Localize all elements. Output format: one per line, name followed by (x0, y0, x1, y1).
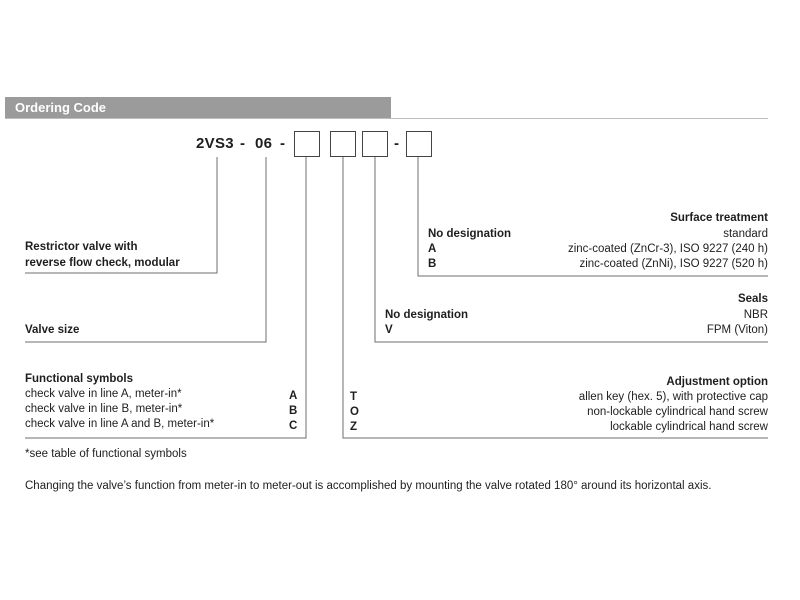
valve-size-label: Valve size (25, 324, 80, 336)
adjustment-desc-0: allen key (hex. 5), with protective cap (578, 391, 768, 403)
functional-title: Functional symbols (25, 373, 133, 385)
code-prefix: 2VS3 (196, 135, 234, 152)
mounting-note: Changing the valve’s function from meter-in to meter-out is accomplished by mounting the valve rotated 180° around its horizontal axis. (25, 480, 712, 492)
restrictor-line-1: Restrictor valve with (25, 241, 138, 253)
footnote: *see table of functional symbols (25, 448, 187, 460)
seals-code-1: V (385, 324, 393, 336)
adjustment-code-2: Z (350, 421, 358, 433)
functional-desc-1: check valve in line B, meter-in* (25, 403, 183, 415)
functional-code-0: A (289, 390, 298, 402)
code-dash-1: - (240, 135, 246, 152)
seals-desc-0: NBR (743, 309, 768, 321)
functional-code-1: B (289, 405, 298, 417)
restrictor-line-2: reverse flow check, modular (25, 257, 180, 269)
code-dash-2: - (280, 135, 286, 152)
seals-desc-1: FPM (Viton) (706, 324, 768, 336)
surface-code-0: No designation (428, 228, 512, 240)
surface-code-2: B (428, 258, 437, 270)
adjustment-desc-1: non-lockable cylindrical hand screw (587, 406, 768, 418)
adjustment-code-0: T (350, 391, 358, 403)
functional-desc-2: check valve in line A and B, meter-in* (25, 418, 215, 430)
functional-desc-0: check valve in line A, meter-in* (25, 388, 182, 400)
functional-code-2: C (289, 420, 298, 432)
adjustment-code-1: O (350, 406, 359, 418)
surface-code-1: A (428, 243, 437, 255)
surface-desc-0: standard (723, 228, 768, 240)
adjustment-title: Adjustment option (666, 376, 768, 388)
adjustment-desc-2: lockable cylindrical hand screw (610, 421, 768, 433)
surface-desc-2: zinc-coated (ZnNi), ISO 9227 (520 h) (579, 258, 768, 270)
code-size: 06 (255, 135, 273, 152)
surface-desc-1: zinc-coated (ZnCr-3), ISO 9227 (240 h) (567, 243, 768, 255)
code-dash-3: - (394, 135, 400, 152)
surface-title: Surface treatment (670, 212, 768, 224)
seals-title: Seals (737, 293, 768, 305)
seals-code-0: No designation (385, 309, 469, 321)
section-header: Ordering Code (5, 97, 391, 119)
